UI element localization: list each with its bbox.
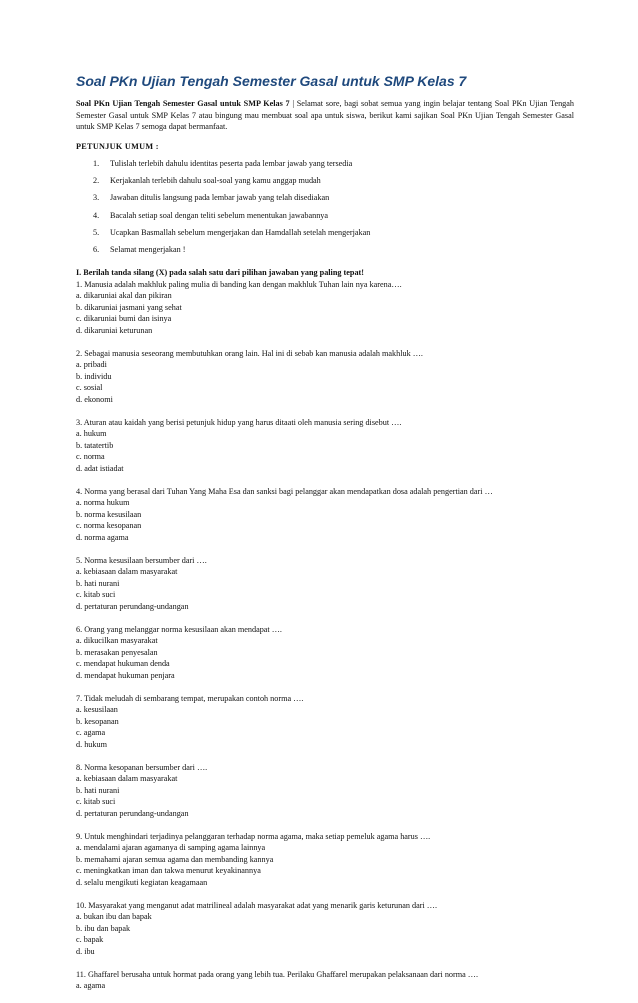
petunjuk-number: 2. <box>93 176 100 186</box>
petunjuk-text: Tulislah terlebih dahulu identitas peserta pada lembar jawab yang tersedia <box>110 159 353 168</box>
petunjuk-number: 1. <box>93 159 100 168</box>
section-heading: I. Berilah tanda silang (X) pada salah satu dari pilihan jawaban yang paling tepat! <box>76 268 364 278</box>
answer-option: c. agama <box>76 728 106 738</box>
answer-option: a. kebiasaan dalam masyarakat <box>76 567 178 577</box>
answer-option: b. kesopanan <box>76 716 119 726</box>
answer-option: c. sosial <box>76 383 103 393</box>
answer-option: b. ibu dan bapak <box>76 923 131 933</box>
answer-option: a. bukan ibu dan bapak <box>76 912 152 922</box>
question-block <box>76 969 574 992</box>
answer-option: b. tatatertib <box>76 440 114 450</box>
question-block <box>76 900 574 958</box>
petunjuk-heading: PETUNJUK UMUM : <box>76 141 159 151</box>
petunjuk-item <box>76 192 574 209</box>
intro-text: | Selamat sore, bagi sobat semua yang ingin belajar tentang Soal PKn Ujian Tengah Semester Gasal untuk SMP Kelas 7 atau bingung mau membuat soal apa untuk siswa, berikut kami sajikan Soal PKn Ujian Tengah Semester Gasal untuk SMP Kelas 7 semoga dapat bermanfaat. <box>76 99 575 131</box>
answer-option: a. mendalami ajaran agamanya di samping agama lainnya <box>76 843 266 853</box>
question-block <box>76 624 574 682</box>
answer-option: b. hati nurani <box>76 578 120 588</box>
petunjuk-number: 3. <box>93 193 100 203</box>
answer-option: d. adat istiadat <box>76 463 124 473</box>
petunjuk-number: 5. <box>93 227 100 237</box>
document-title: Soal PKn Ujian Tengah Semester Gasal untuk SMP Kelas 7 <box>76 73 467 89</box>
question-block <box>76 486 574 544</box>
question-block <box>76 555 574 613</box>
intro-paragraph <box>76 98 574 133</box>
answer-option: b. merasakan penyesalan <box>76 647 158 657</box>
intro-bold: Soal PKn Ujian Tengah Semester Gasal untuk SMP Kelas 7 <box>76 99 290 108</box>
answer-option: d. mendapat hukuman penjara <box>76 670 175 680</box>
answer-option: d. ekonomi <box>76 394 113 404</box>
answer-option: c. norma <box>76 452 105 462</box>
answer-option: c. mendapat hukuman denda <box>76 659 170 669</box>
document-body <box>76 98 574 1003</box>
answer-option: b. dikaruniai jasmani yang sehat <box>76 302 182 312</box>
question-text: 10. Masyarakat yang menganut adat matrilineal adalah masyarakat adat yang menarik garis keturunan dari …. <box>76 900 438 910</box>
question-block <box>76 348 574 406</box>
answer-option: c. norma kesopanan <box>76 521 142 531</box>
answer-option: d. hukum <box>76 739 107 749</box>
question-text: 4. Norma yang berasal dari Tuhan Yang Maha Esa dan sanksi bagi pelanggar akan mendapatkan dosa adalah pengertian dari … <box>76 486 493 496</box>
petunjuk-number: 4. <box>93 210 100 220</box>
petunjuk-number: 6. <box>93 244 100 254</box>
answer-option: b. memahami ajaran semua agama dan membanding kannya <box>76 854 274 864</box>
petunjuk-item <box>76 244 574 261</box>
answer-option: c. meningkatkan iman dan takwa menurut keyakinannya <box>76 866 261 876</box>
answer-option: d. ibu <box>76 946 95 956</box>
answer-option: d. selalu mengikuti kegiatan keagamaan <box>76 877 208 887</box>
answer-option: a. kebiasaan dalam masyarakat <box>76 774 178 784</box>
question-list <box>76 279 574 992</box>
answer-option: b. individu <box>76 371 112 381</box>
answer-option: a. agama <box>76 981 106 991</box>
question-text: 9. Untuk menghindari terjadinya pelanggaran terhadap norma agama, maka setiap pemeluk agama harus …. <box>76 831 431 841</box>
answer-option: b. norma kesusilaan <box>76 509 142 519</box>
answer-option: b. hati nurani <box>76 785 120 795</box>
answer-option: a. hukum <box>76 429 107 439</box>
answer-option: c. bapak <box>76 935 104 945</box>
question-text: 7. Tidak meludah di sembarang tempat, merupakan contoh norma …. <box>76 693 304 703</box>
question-block <box>76 762 574 820</box>
answer-option: a. dikucilkan masyarakat <box>76 636 158 646</box>
question-text: 3. Aturan atau kaidah yang berisi petunjuk hidup yang harus ditaati oleh manusia sering disebut …. <box>76 417 402 427</box>
answer-option: d. pertaturan perundang-undangan <box>76 808 189 818</box>
question-text: 8. Norma kesopanan bersumber dari …. <box>76 762 208 772</box>
petunjuk-item <box>76 227 574 244</box>
petunjuk-list <box>76 158 574 261</box>
petunjuk-item <box>76 175 574 192</box>
answer-option: a. norma hukum <box>76 498 130 508</box>
question-text: 1. Manusia adalah makhluk paling mulia di banding kan dengan makhluk Tuhan lain nya karena…. <box>76 279 402 289</box>
question-block <box>76 693 574 751</box>
answer-option: d. norma agama <box>76 532 129 542</box>
petunjuk-text: Jawaban ditulis langsung pada lembar jawab yang telah disediakan <box>110 193 330 203</box>
question-text: 2. Sebagai manusia seseorang membutuhkan orang lain. Hal ini di sebab kan manusia adalah makhluk …. <box>76 348 423 358</box>
answer-option: c. kitab suci <box>76 590 116 600</box>
answer-option: d. dikaruniai keturunan <box>76 325 153 335</box>
question-text: 11. Ghaffarel berusaha untuk hormat pada orang yang lebih tua. Perilaku Ghaffarel merupakan pelaksanaan dari norma …. <box>76 969 479 979</box>
answer-option: d. pertaturan perundang-undangan <box>76 601 189 611</box>
answer-option: c. kitab suci <box>76 797 116 807</box>
petunjuk-item <box>76 210 574 227</box>
answer-option: a. pribadi <box>76 360 107 370</box>
petunjuk-text: Selamat mengerjakan ! <box>110 244 186 254</box>
question-text: 6. Orang yang melanggar norma kesusilaan akan mendapat …. <box>76 624 282 634</box>
answer-option: c. dikaruniai bumi dan isinya <box>76 314 172 324</box>
question-block <box>76 417 574 475</box>
petunjuk-item <box>76 158 574 175</box>
question-block <box>76 279 574 337</box>
petunjuk-text: Ucapkan Basmallah sebelum mengerjakan dan Hamdallah setelah mengerjakan <box>110 227 371 237</box>
question-block <box>76 831 574 889</box>
petunjuk-text: Bacalah setiap soal dengan teliti sebelum menentukan jawabannya <box>110 210 329 220</box>
petunjuk-text: Kerjakanlah terlebih dahulu soal-soal yang kamu anggap mudah <box>110 176 321 186</box>
question-text: 5. Norma kesusilaan bersumber dari …. <box>76 555 207 565</box>
answer-option: a. kesusilaan <box>76 705 118 715</box>
answer-option: a. dikaruniai akal dan pikiran <box>76 291 172 301</box>
